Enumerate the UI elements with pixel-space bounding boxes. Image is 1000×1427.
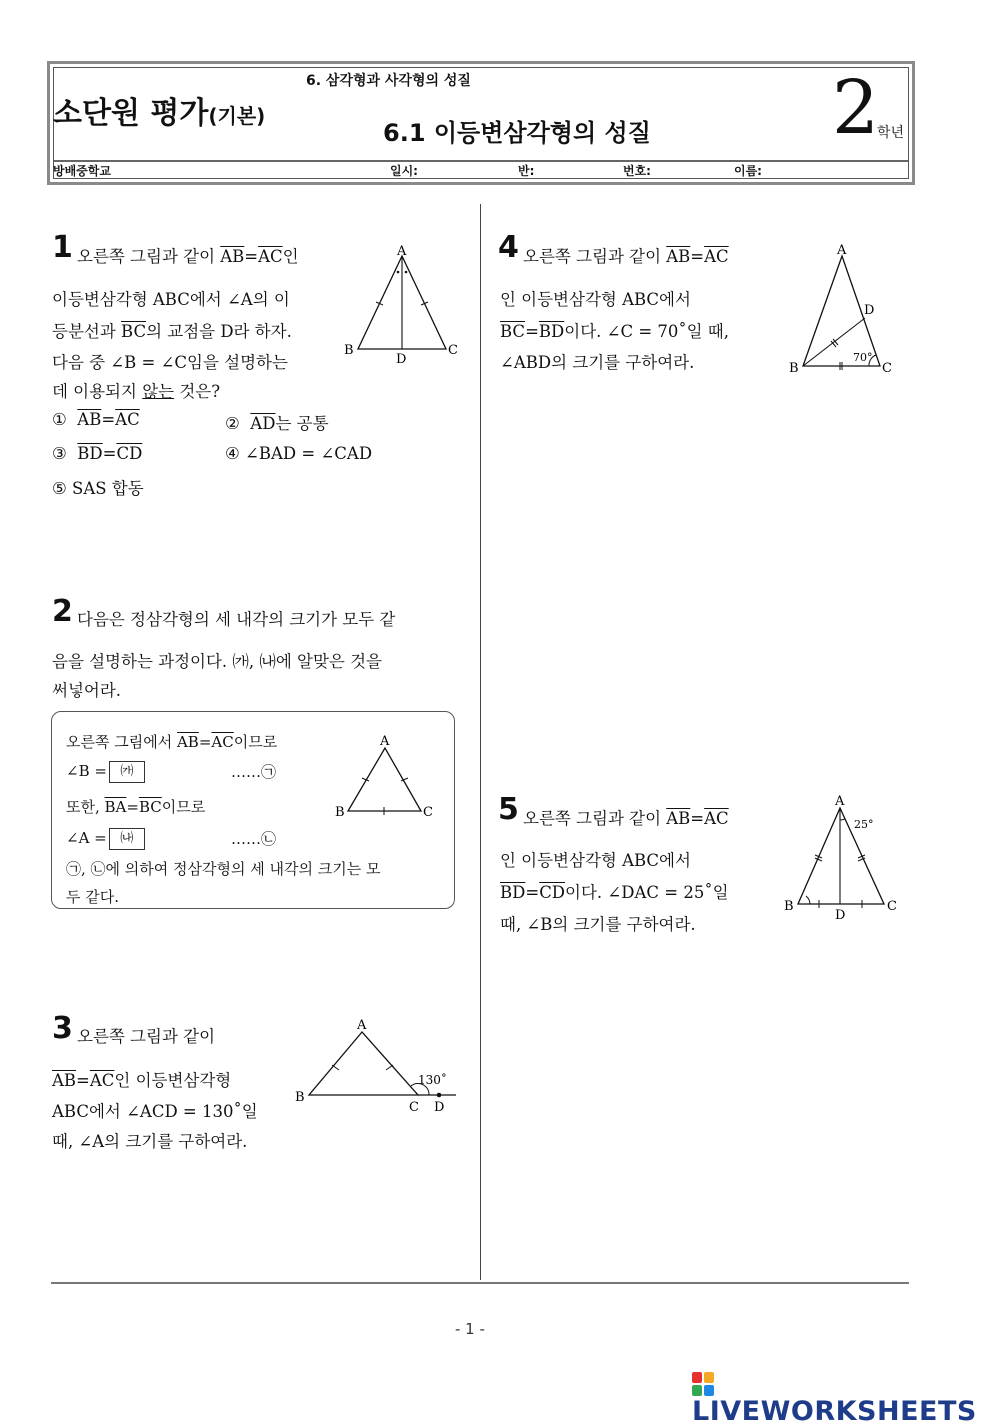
q4-line-1: 오른쪽 그림과 같이 $\overline{AB}=\overline{AC}$ <box>523 247 729 266</box>
school-name: 방배중학교 <box>53 164 111 178</box>
point-label-d: D <box>396 352 407 367</box>
vertex-label-a: A <box>837 243 847 258</box>
vertex-label-c: C <box>423 805 433 820</box>
question-number: 3 <box>52 1011 73 1046</box>
triangle-abc <box>348 748 421 811</box>
q2-equilateral-figure <box>332 730 442 825</box>
q2-box-line-2: ∠B = ㈎ <box>66 761 145 783</box>
q1-line-5: 데 이용되지 않는 것은? <box>52 382 221 401</box>
q3-line-3: ABC에서 ∠ACD = 130˚일 <box>52 1102 258 1121</box>
liveworksheets-brand-text: LIVEWORKSHEETS <box>692 1396 977 1427</box>
q5-line-3: $\overline{BD}=\overline{CD}$이다. ∠DAC = 25˚일 <box>500 883 729 902</box>
vertex-label-c: C <box>887 899 897 914</box>
class-label: 반: <box>518 164 535 178</box>
question-number: 5 <box>498 792 519 827</box>
q5-line-1: 오른쪽 그림과 같이 $\overline{AB}=\overline{AC}$ <box>523 809 729 828</box>
angle-arc <box>840 819 845 820</box>
angle-label-25: 25° <box>854 818 874 831</box>
main-title: 소단원 평가(기본) <box>53 96 266 131</box>
grade-number: 2 <box>832 65 880 151</box>
q4-triangle-figure <box>784 236 904 381</box>
q5-triangle-figure <box>780 790 905 925</box>
q2-line-2: 음을 설명하는 과정이다. ㈎, ㈏에 알맞은 것을 <box>52 652 382 671</box>
q2-line-3: 써넣어라. <box>52 681 122 700</box>
question-number: 4 <box>498 230 519 265</box>
vertex-label-c: C <box>882 361 892 376</box>
page-number: - 1 - <box>455 1320 485 1338</box>
q1-option-4[interactable]: ④ ∠BAD = ∠CAD <box>225 444 373 463</box>
question-number: 1 <box>52 230 73 265</box>
q3-line-4: 때, ∠A의 크기를 구하여라. <box>52 1132 248 1151</box>
q1-option-2[interactable]: ② $\overline{AD}$는 공통 <box>225 414 329 433</box>
q3-triangle-figure <box>292 1014 462 1119</box>
logo-square <box>704 1385 714 1396</box>
q4-line-2: 인 이등변삼각형 ABC에서 <box>500 290 691 309</box>
triangle-abc <box>309 1032 418 1095</box>
vertex-label-c: C <box>409 1100 419 1115</box>
vertex-label-a: A <box>835 794 845 809</box>
q5-line-4: 때, ∠B의 크기를 구하여라. <box>500 915 696 934</box>
point-d-dot <box>437 1093 442 1098</box>
q1-option-1[interactable]: ① $\overline{AB}=\overline{AC}$ <box>52 410 140 429</box>
q1-triangle-figure <box>340 240 470 370</box>
angle-arc <box>806 896 810 904</box>
q2-box-line-3: 또한, $\overline{BA}=\overline{BC}$이므로 <box>66 798 206 816</box>
angle-label-130: 130˚ <box>418 1073 447 1087</box>
answer-blank-na[interactable]: ㈏ <box>109 828 145 850</box>
logo-square <box>692 1372 702 1383</box>
q1-line-4: 다음 중 ∠B = ∠C임을 설명하는 <box>52 353 288 372</box>
q4-line-4: ∠ABD의 크기를 구하여라. <box>500 353 695 372</box>
q1-option-5[interactable]: ⑤ SAS 합동 <box>52 479 144 498</box>
q3-line-2: $\overline{AB}=\overline{AC}$인 이등변삼각형 <box>52 1071 232 1090</box>
q2-ref-1: ……㉠ <box>231 763 277 781</box>
liveworksheets-logo[interactable] <box>692 1372 1000 1427</box>
header-divider <box>54 160 908 162</box>
q1-option-3[interactable]: ③ $\overline{BD}=\overline{CD}$ <box>52 444 143 463</box>
vertex-label-b: B <box>344 343 354 358</box>
point-label-d: D <box>864 303 875 318</box>
vertex-label-a: A <box>397 244 407 259</box>
q1-line-1: 오른쪽 그림과 같이 $\overline{AB}=\overline{AC}$인 <box>77 247 299 266</box>
q1-line-2: 이등변삼각형 ABC에서 ∠A의 이 <box>52 290 290 309</box>
number-label: 번호: <box>623 164 651 178</box>
grade-label: 학년 <box>877 125 905 141</box>
tick-mark <box>332 1065 339 1070</box>
q5-line-2: 인 이등변삼각형 ABC에서 <box>500 851 691 870</box>
column-divider <box>480 204 481 1280</box>
section-title: 6.1 이등변삼각형의 성질 <box>383 119 651 147</box>
angle-dot <box>397 271 400 274</box>
q4-line-3: $\overline{BC}=\overline{BD}$이다. ∠C = 70˚일 때, <box>500 322 729 341</box>
point-label-d: D <box>434 1100 445 1115</box>
angle-label-70: 70° <box>853 351 873 364</box>
vertex-label-b: B <box>295 1090 305 1105</box>
bottom-rule <box>51 1282 909 1284</box>
vertex-label-a: A <box>380 734 390 749</box>
q1-line-3: 등분선과 $\overline{BC}$의 교점을 D라 하자. <box>52 322 292 341</box>
tick-mark <box>386 1065 393 1070</box>
point-label-d: D <box>835 908 846 923</box>
vertex-label-b: B <box>784 899 794 914</box>
question-number: 2 <box>52 594 73 629</box>
logo-square <box>704 1372 714 1383</box>
vertex-label-c: C <box>448 343 458 358</box>
vertex-label-b: B <box>335 805 345 820</box>
answer-blank-ga[interactable]: ㈎ <box>109 761 145 783</box>
name-label: 이름: <box>734 164 762 178</box>
vertex-label-a: A <box>357 1018 367 1033</box>
q2-box-line-4: ∠A = ㈏ <box>66 828 145 850</box>
liveworksheets-logo-icon <box>692 1372 714 1396</box>
q2-line-1: 다음은 정삼각형의 세 내각의 크기가 모두 같 <box>77 610 396 629</box>
logo-square <box>692 1385 702 1396</box>
date-label: 일시: <box>390 164 418 178</box>
q2-box-line-5: ㉠, ㉡에 의하여 정삼각형의 세 내각의 크기는 모 <box>66 860 381 878</box>
q2-box-line-6: 두 같다. <box>66 888 120 906</box>
q2-ref-2: ……㉡ <box>231 830 277 848</box>
q3-line-1: 오른쪽 그림과 같이 <box>77 1027 216 1046</box>
angle-dot <box>405 271 408 274</box>
q2-box-line-1: 오른쪽 그림에서 $\overline{AB}=\overline{AC}$이므로 <box>66 733 278 751</box>
chapter-title: 6. 삼각형과 사각형의 성질 <box>306 73 471 89</box>
vertex-label-b: B <box>789 361 799 376</box>
